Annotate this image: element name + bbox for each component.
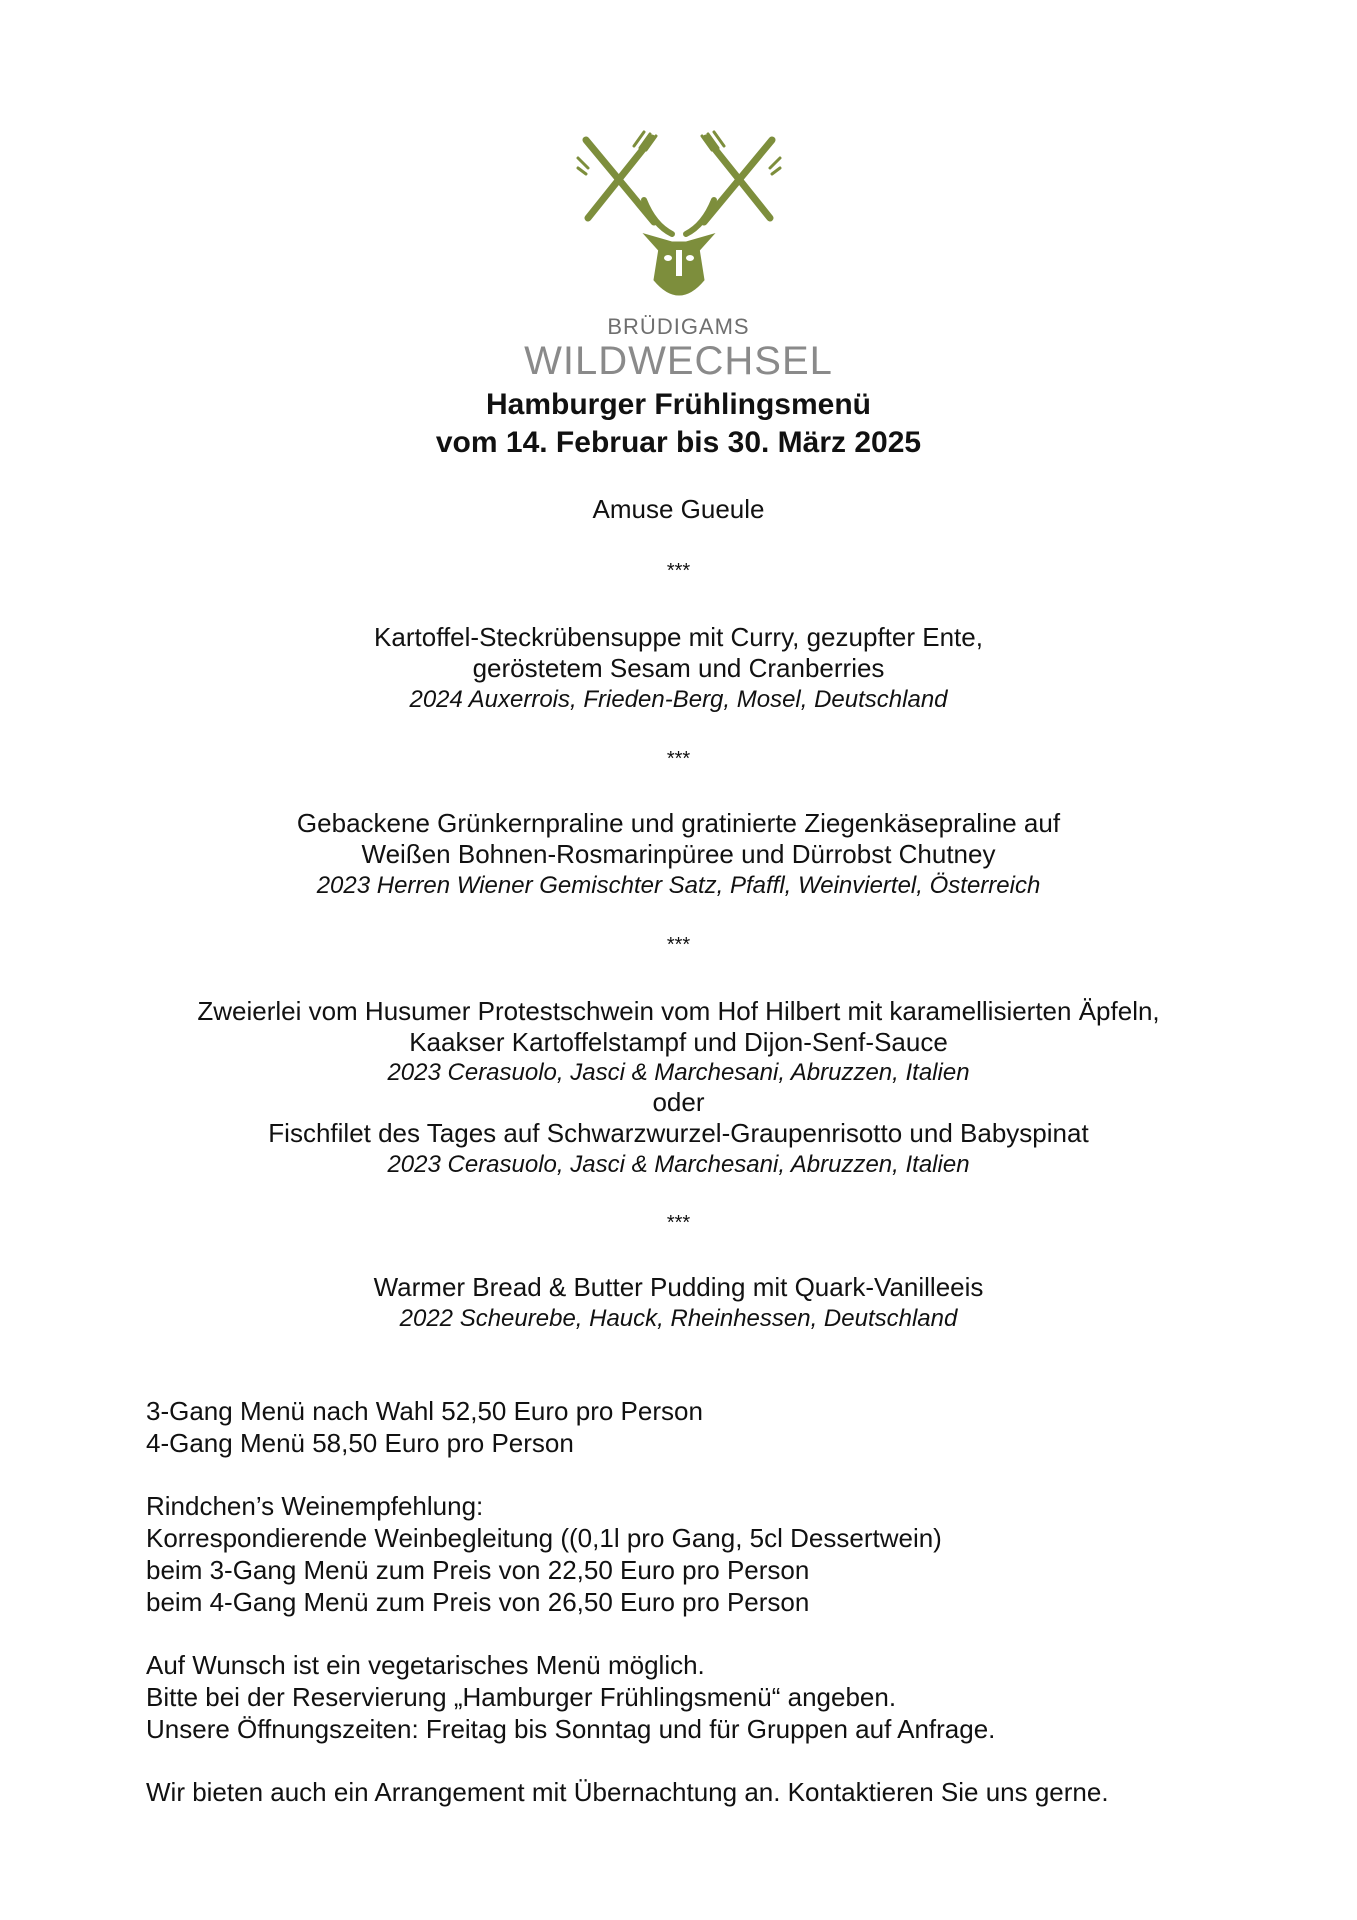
- closing-note: Wir bieten auch ein Arrangement mit Übernachtung an. Kontaktieren Sie uns gerne.: [146, 1777, 1109, 1807]
- main-wine-1: 2023 Cerasuolo, Jasci & Marchesani, Abruzzen, Italien: [387, 1059, 970, 1086]
- starter-line-2: Weißen Bohnen-Rosmarinpüree und Dürrobst Chutney: [361, 839, 996, 869]
- soup-line-2: geröstetem Sesam und Cranberries: [472, 653, 885, 683]
- soup-wine: 2024 Auxerrois, Frieden-Berg, Mosel, Deutschland: [409, 686, 948, 713]
- starter-line-1: Gebackene Grünkernpraline und gratinierte Ziegenkäsepraline auf: [296, 808, 1061, 838]
- course-separator: ***: [666, 748, 691, 770]
- wine-pairing-line-3: beim 4-Gang Menü zum Preis von 26,50 Euro pro Person: [146, 1587, 810, 1617]
- menu-title: Hamburger Frühlingsmenü: [485, 388, 872, 421]
- wine-pairing-line-1: Korrespondierende Weinbegleitung ((0,1l pro Gang, 5cl Dessertwein): [146, 1523, 942, 1553]
- wine-pairing-heading: Rindchen’s Weinempfehlung:: [146, 1491, 484, 1521]
- brand-name-small: BRÜDIGAMS: [607, 314, 750, 339]
- note-reservation: Bitte bei der Reservierung „Hamburger Frühlingsmenü“ angeben.: [146, 1682, 897, 1712]
- course-separator: ***: [666, 934, 691, 956]
- main-wine-2: 2023 Cerasuolo, Jasci & Marchesani, Abruzzen, Italien: [387, 1151, 970, 1178]
- brand-name-large: WILDWECHSEL: [524, 339, 833, 383]
- restaurant-logo: [0, 130, 1357, 383]
- soup-line-1: Kartoffel-Steckrübensuppe mit Curry, gezupfter Ente,: [374, 622, 983, 652]
- amuse-gueule: Amuse Gueule: [592, 494, 765, 524]
- note-opening-hours: Unsere Öffnungszeiten: Freitag bis Sonntag und für Gruppen auf Anfrage.: [146, 1714, 996, 1744]
- dessert-wine: 2022 Scheurebe, Hauck, Rheinhessen, Deutschland: [399, 1305, 958, 1332]
- wine-pairing-line-2: beim 3-Gang Menü zum Preis von 22,50 Euro pro Person: [146, 1555, 810, 1585]
- course-separator: ***: [666, 1212, 691, 1234]
- price-four-course: 4-Gang Menü 58,50 Euro pro Person: [146, 1428, 574, 1458]
- menu-date-range: vom 14. Februar bis 30. März 2025: [435, 426, 922, 459]
- starter-wine: 2023 Herren Wiener Gemischter Satz, Pfaffl, Weinviertel, Österreich: [316, 872, 1041, 899]
- course-separator: ***: [666, 560, 691, 582]
- cutlery-deer-icon: [574, 130, 784, 305]
- main-alternative: Fischfilet des Tages auf Schwarzwurzel-Graupenrisotto und Babyspinat: [268, 1118, 1089, 1148]
- price-three-course: 3-Gang Menü nach Wahl 52,50 Euro pro Person: [146, 1396, 703, 1426]
- main-or: oder: [652, 1087, 705, 1117]
- note-vegetarian: Auf Wunsch ist ein vegetarisches Menü möglich.: [146, 1650, 705, 1680]
- main-line-1: Zweierlei vom Husumer Protestschwein vom Hof Hilbert mit karamellisierten Äpfeln,: [197, 996, 1160, 1026]
- main-line-2: Kaakser Kartoffelstampf und Dijon-Senf-Sauce: [409, 1027, 948, 1057]
- dessert-line-1: Warmer Bread & Butter Pudding mit Quark-Vanilleeis: [373, 1272, 984, 1302]
